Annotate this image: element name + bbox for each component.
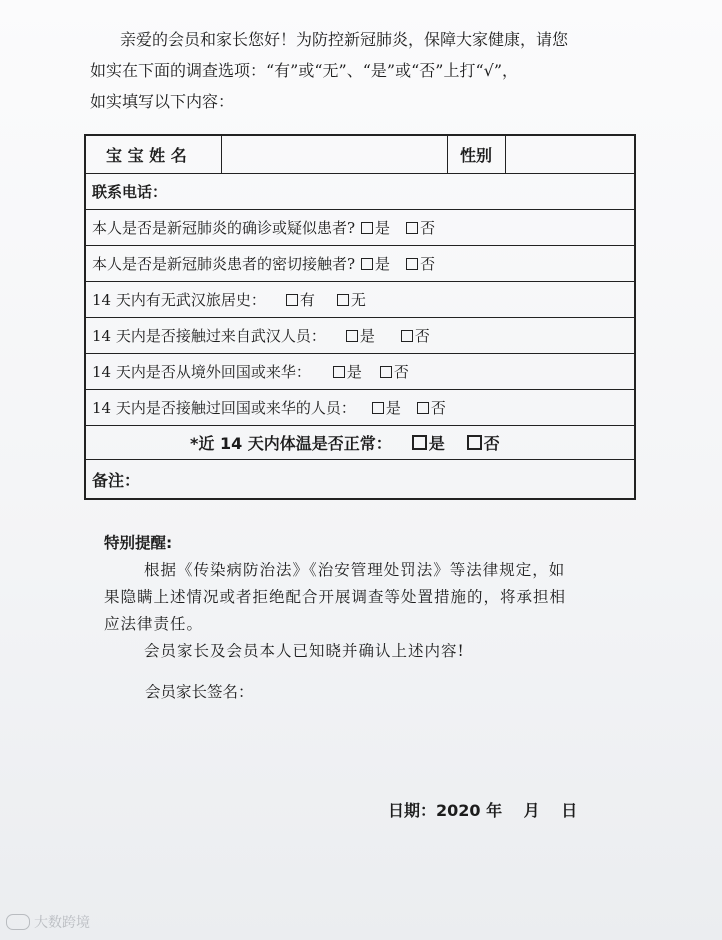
watermark-text: 大数跨境 bbox=[34, 915, 90, 931]
checkbox-icon[interactable] bbox=[286, 294, 298, 306]
option-label: 有 bbox=[299, 291, 315, 309]
option-label: 是 bbox=[359, 327, 375, 345]
option-label: 无 bbox=[350, 291, 366, 309]
option-label: 是 bbox=[346, 363, 362, 381]
q5-no-option[interactable] bbox=[380, 361, 409, 382]
q6-yes-option[interactable] bbox=[372, 397, 401, 418]
notice-para-1-line-3: 应法律责任。 bbox=[104, 615, 204, 633]
intro-line-1: 亲爱的会员和家长您好！为防控新冠肺炎，保障大家健康，请您 bbox=[120, 30, 569, 49]
checkbox-icon[interactable] bbox=[401, 330, 413, 342]
phone-label: 联系电话： bbox=[92, 183, 168, 201]
q1-no-option[interactable] bbox=[406, 217, 435, 238]
q7-no-option[interactable] bbox=[467, 431, 500, 454]
checkbox-icon[interactable] bbox=[333, 366, 345, 378]
survey-table bbox=[84, 134, 636, 500]
q4-no-option[interactable] bbox=[401, 325, 430, 346]
checkbox-icon[interactable] bbox=[412, 435, 427, 450]
table-row-remarks[interactable] bbox=[86, 460, 634, 498]
table-row-q5 bbox=[86, 354, 634, 390]
option-label: 是 bbox=[385, 399, 401, 417]
table-row-phone[interactable] bbox=[86, 174, 634, 210]
option-label: 否 bbox=[393, 363, 409, 381]
signature-label: 会员家长签名： bbox=[145, 683, 254, 701]
watermark bbox=[6, 912, 90, 932]
option-label: 否 bbox=[420, 219, 436, 237]
checkbox-icon[interactable] bbox=[380, 366, 392, 378]
remarks-label: 备注： bbox=[92, 470, 141, 490]
question-1: 本人是否是新冠肺炎的确诊或疑似患者? bbox=[92, 219, 356, 237]
table-row-q6 bbox=[86, 390, 634, 426]
gender-label: 性别 bbox=[448, 136, 506, 173]
table-row-q3 bbox=[86, 282, 634, 318]
q6-no-option[interactable] bbox=[417, 397, 446, 418]
q7-yes-option[interactable] bbox=[412, 431, 445, 454]
baby-name-label: 宝 宝 姓 名 bbox=[86, 136, 222, 173]
notice-para-1-line-1: 根据《传染病防治法》《治安管理处罚法》等法律规定，如 bbox=[144, 561, 566, 579]
option-label: 是 bbox=[428, 434, 445, 453]
gender-field[interactable] bbox=[506, 136, 634, 173]
checkbox-icon[interactable] bbox=[417, 402, 429, 414]
q3-none-option[interactable] bbox=[337, 289, 366, 310]
q2-no-option[interactable] bbox=[406, 253, 435, 274]
option-label: 否 bbox=[420, 255, 436, 273]
date-line: 日期：2020 年 月 日 bbox=[388, 801, 578, 820]
table-row-q2 bbox=[86, 246, 634, 282]
notice-title: 特别提醒: bbox=[104, 534, 173, 552]
intro-line-2: 如实在下面的调查选项：“有”或“无”、“是”或“否”上打“√”， bbox=[90, 61, 518, 80]
checkbox-icon[interactable] bbox=[406, 222, 418, 234]
table-row-q4 bbox=[86, 318, 634, 354]
table-row-q1 bbox=[86, 210, 634, 246]
intro-text bbox=[90, 24, 650, 117]
notice-para-1-line-2: 果隐瞒上述情况或者拒绝配合开展调查等处置措施的，将承担相 bbox=[104, 588, 567, 606]
checkbox-icon[interactable] bbox=[346, 330, 358, 342]
table-row-name-gender bbox=[86, 136, 634, 174]
option-label: 否 bbox=[414, 327, 430, 345]
checkbox-icon[interactable] bbox=[337, 294, 349, 306]
option-label: 是 bbox=[375, 219, 391, 237]
q4-yes-option[interactable] bbox=[346, 325, 375, 346]
q1-yes-option[interactable] bbox=[361, 217, 390, 238]
question-3: 14 天内有无武汉旅居史： bbox=[92, 291, 266, 309]
question-2: 本人是否是新冠肺炎患者的密切接触者? bbox=[92, 255, 356, 273]
intro-line-3: 如实填写以下内容： bbox=[90, 92, 235, 111]
checkbox-icon[interactable] bbox=[361, 258, 373, 270]
baby-name-field[interactable] bbox=[222, 136, 448, 173]
checkbox-icon[interactable] bbox=[467, 435, 482, 450]
checkbox-icon[interactable] bbox=[372, 402, 384, 414]
question-6: 14 天内是否接触过回国或来华的人员： bbox=[92, 399, 356, 417]
question-4: 14 天内是否接触过来自武汉人员： bbox=[92, 327, 326, 345]
notice-para-2: 会员家长及会员本人已知晓并确认上述内容! bbox=[144, 642, 465, 660]
option-label: 否 bbox=[430, 399, 446, 417]
option-label: 是 bbox=[375, 255, 391, 273]
watermark-logo-icon bbox=[6, 914, 30, 930]
q5-yes-option[interactable] bbox=[333, 361, 362, 382]
checkbox-icon[interactable] bbox=[406, 258, 418, 270]
special-notice bbox=[104, 530, 634, 665]
option-label: 否 bbox=[483, 434, 500, 453]
table-row-q7 bbox=[86, 426, 634, 460]
checkbox-icon[interactable] bbox=[361, 222, 373, 234]
q2-yes-option[interactable] bbox=[361, 253, 390, 274]
question-7: *近 14 天内体温是否正常： bbox=[190, 434, 392, 453]
question-5: 14 天内是否从境外回国或来华： bbox=[92, 363, 311, 381]
q3-have-option[interactable] bbox=[286, 289, 315, 310]
